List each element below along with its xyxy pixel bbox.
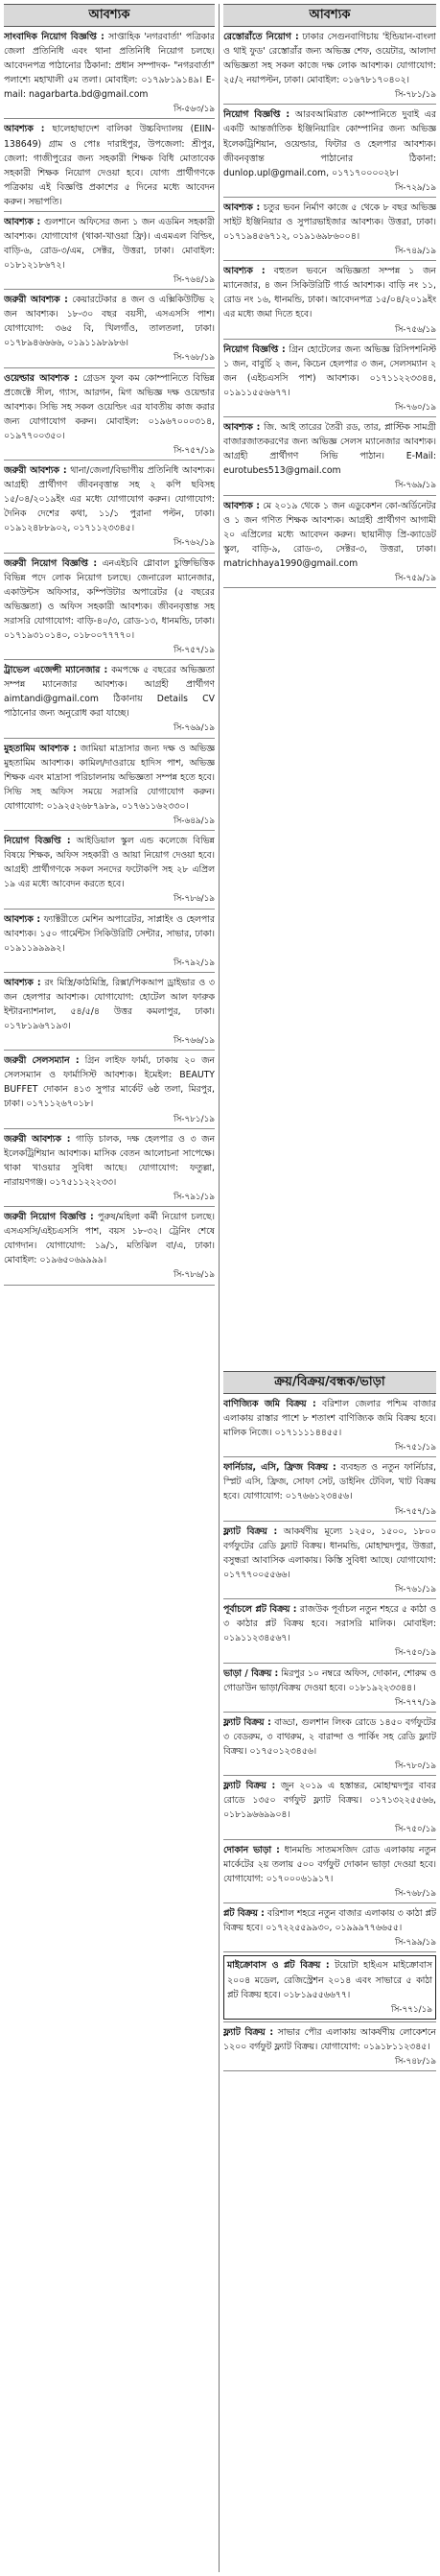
classified-ad bbox=[4, 463, 215, 550]
ad-keyword: আবশ্যক : bbox=[223, 201, 261, 213]
ad-body: গ্রেডস ফুল কম কোম্পানিতে বিভিন্ন প্রজেক্টে সীল, গ্যাস, আরগন, মিগ অভিজ্ঞ দক্ষ ওয়েল্ডার আবশ্যক। সিভি সহ সকল ওয়েল্ডিং এর যাবতীয় কাজ করার জন্য যোগাযোগ করুন। মোবাইল: ০১৯৬৭০০০৩১৪, ০১৯৭৭০০৩৫০। bbox=[4, 372, 215, 441]
ad-keyword: রেস্তোরাঁতে নিয়োগ : bbox=[223, 32, 299, 42]
classified-ad bbox=[223, 1906, 436, 1950]
classified-ad bbox=[4, 976, 215, 1048]
ad-keyword: নিয়োগ বিজ্ঞপ্তি : bbox=[4, 836, 71, 847]
ad-reference: সি-৬৪৯/১৯ bbox=[173, 815, 215, 826]
ad-keyword: পূর্বাচলে প্লট বিক্রয় : bbox=[223, 1604, 297, 1616]
classified-ad bbox=[4, 215, 215, 287]
ad-separator bbox=[4, 289, 215, 290]
ad-reference: সি-৭৫৭/১৯ bbox=[173, 645, 215, 655]
ad-separator bbox=[4, 211, 215, 212]
ad-body: কেয়ারটেকার ৪ জন ও এক্সিকিউটিভ ২ জন আবশ্যক। ১৮-৩০ বছর বয়সী, এসএসসি পাশ। যোগাযোগ: ৩৬৫ বি, খিলগাঁও, তালতলা, ঢাকা। ০১৭৮৯৪৬৬৬৬, ০১৯১১৯৮৯৮৬। bbox=[4, 295, 215, 349]
ad-keyword: আবশ্যক : bbox=[4, 124, 45, 135]
classified-ad bbox=[223, 1524, 436, 1596]
classified-ad bbox=[223, 1715, 436, 1773]
ad-body: সাপ্তাহিক 'নগরবার্তা' পত্রিকার জেলা প্রতিনিধি এবং থানা প্রতিনিধি নিয়োগ চলছে। আবেদনপত্র পাঠানোর ঠিকানা: প্রধান সম্পাদক- "নগরবার্তা" পলাশ্যে মহাখালী ৫ম তলা। মোবাইল: ০১৭৯৮১৯১৪৯। E-mail: nagarbarta.bd@gmail.com bbox=[4, 32, 215, 101]
classified-ad bbox=[4, 742, 215, 828]
ad-reference: সি-৭৫০/১৯ bbox=[394, 1648, 436, 1659]
ad-separator bbox=[223, 587, 436, 588]
ad-separator bbox=[4, 1206, 215, 1207]
ad-reference: সি-৫৬৩/১৯ bbox=[173, 105, 215, 115]
column-divider bbox=[219, 4, 220, 2572]
ad-body: গাড়ি চালক, দক্ষ হেলপার ও ৩ জন ইলেকট্রিশিয়ান আবশ্যক। মাসিক বেতন আলোচনা সাপেক্ষে। থাকা খাওয়ার সুবিধা আছে। যোগাযোগ: ফতুল্লা, নারায়ণগঞ্জ। ০১৭৫১১২২২৩৩। bbox=[4, 1133, 215, 1188]
classified-ad bbox=[223, 499, 436, 585]
ad-keyword: জরুরী নিয়োগ বিজ্ঞপ্তি : bbox=[4, 557, 98, 569]
ad-separator bbox=[4, 659, 215, 660]
ad-reference: সি-৭৯৯/১৯ bbox=[394, 1938, 436, 1949]
ad-body: আরবআমিরাত কোম্পানিতে দুবাই এর একটি আন্তর্জাতিক ইঞ্জিনিয়ারিং কোম্পানির জন্য অভিজ্ঞ ইলেকট্রিশিয়ান, ওয়েল্ডার, ফিটার ও হেলপার আবশ্যক। জীবনবৃত্তান্ত পাঠানোর ঠিকানা: dunlop.upl@gmail.com, ০১৭১৭০০০০২৮। bbox=[223, 109, 436, 178]
ad-reference: সি-৭৮১/১৯ bbox=[173, 1114, 215, 1124]
ad-body: মিরপুর ১০ নম্বরে অফিস, দোকান, শোরুম ও গোডাউন ভাড়া/বিক্রয় দেওয়া হবে। ০১৮১৯২২৩৩৪৪। bbox=[223, 1667, 436, 1693]
classified-ad bbox=[223, 1779, 436, 1836]
ad-body: কমপক্ষে ৫ বছরের অভিজ্ঞতা সম্পন্ন ম্যানেজার আবশ্যক। আগ্রহী প্রার্থীগণ aimtandi@gmail.com ঠিকানায় Details CV পাঠানোর জন্য অনুরোধ করা যাচ্ছে। bbox=[4, 665, 215, 720]
ad-body: ধানমন্ডি সাতমসজিদ রোড এলাকায় নতুন মার্কেটের ২য় তলায় ৫০০ বর্গফুট দোকান ভাড়া দেওয়া হবে। যোগাযোগ: ০১৭০০০৬১৯১৭। bbox=[223, 1844, 436, 1884]
classified-ad bbox=[223, 1955, 436, 2019]
ad-separator bbox=[223, 1712, 436, 1713]
ad-separator bbox=[223, 495, 436, 496]
ad-body: জি. আই তারের তৈরী রড, তার, প্লাস্টিক সামগ্রী বাজারজাতকরণের জন্য অভিজ্ঞ সেলস ম্যানেজার আবশ্যক। আগ্রহী প্রার্থীগণ সিভি পাঠান। E-Mail: eurotubes513@gmail.com bbox=[223, 422, 436, 477]
ad-separator bbox=[4, 972, 215, 973]
ad-reference: সি-৭৪৮/১৯ bbox=[394, 2056, 436, 2067]
classified-ad bbox=[4, 122, 215, 208]
left-section-header: আবশ্যক bbox=[4, 4, 215, 27]
classified-ad bbox=[4, 1053, 215, 1125]
ad-body: থানা/জেলা/বিভাগীয় প্রতিনিধি আবশ্যক। আগ্রহী প্রার্থীগণ জীবনবৃত্তান্ত সহ ২ কপি ছবিসহ ১৫/০৪/২০১৯ইং এর মধ্যে যোগাযোগ করুন। যোগাযোগ: দৈনিক দেশের কথা, ১১/১ পুরানা পল্টন, ঢাকা। ০১৯১২৪৮৮৯০২, ০১৭১১২৩৩৪৫। bbox=[4, 465, 215, 534]
ad-body: ব্যবহৃত ও নতুন ফার্নিচার, স্প্লিট এসি, ফ্রিজ, সোফা সেট, ডাইনিং টেবিল, খাট বিক্রয় হবে। যোগাযোগ: ০১৭৬৬১২৩৪৫৬। bbox=[223, 1462, 436, 1502]
ad-body: ফ্যাক্টরীতে মেশিন অপারেটর, সাপ্লাইং ও হেলপার আবশ্যক। ১৫০ গার্মেন্টস সিকিউরিটি সেন্টার, সাভার, ঢাকা। ০১৯১১৯৯৯৯২। bbox=[4, 913, 215, 954]
ad-reference: সি-৭৬৬/১৯ bbox=[173, 1036, 215, 1047]
ad-separator bbox=[4, 738, 215, 739]
ad-separator bbox=[223, 1456, 436, 1457]
ad-keyword: আবশ্যক : bbox=[223, 422, 261, 434]
classified-ad bbox=[223, 1666, 436, 1710]
ad-reference: সি-৭৯১/১৯ bbox=[173, 1192, 215, 1202]
right-top-ads-list bbox=[223, 30, 436, 588]
ad-separator bbox=[4, 1285, 215, 1286]
ad-body: জুন ২০১৯ এ হস্তান্তর, মোহাম্মদপুর বাবর রোডে ১৩৫০ বর্গফুট ফ্ল্যাট বিক্রয়। ০১৭১৩২২৫৫৬৬, ০১৮১৯৬৬৯৯০৪। bbox=[223, 1781, 436, 1821]
ad-reference: সি-৭৬৮/১৯ bbox=[173, 353, 215, 364]
ad-separator bbox=[4, 830, 215, 831]
left-ads-list bbox=[4, 30, 215, 1286]
ad-keyword: ভাড়া / বিক্রয় : bbox=[223, 1667, 279, 1679]
ad-keyword: জরুরী আবশ্যক : bbox=[4, 465, 67, 477]
ad-reference: সি-৭৯২/১৯ bbox=[173, 957, 215, 968]
ad-separator bbox=[4, 1050, 215, 1051]
classified-ad bbox=[4, 663, 215, 735]
ad-separator bbox=[223, 1663, 436, 1664]
ad-body: রাজউক পূর্বাচল নতুন শহরে ৫ কাঠা ও ৩ কাঠার প্লট বিক্রয় হবে। সরাসরি মালিক। মোবাইল: ০১৯১১২৩৪৫৬৭। bbox=[223, 1604, 436, 1644]
ad-reference: সি-৭৬০/১৯ bbox=[394, 402, 436, 413]
ad-body: মে ২০১৯ থেকে ১ জন এডুকেশন কো-অর্ডিনেটর ও ১ জন গণিত শিক্ষক আবশ্যক। আগ্রহী প্রার্থীগণ আগামী ২০ এপ্রিলের মধ্যে আবেদন করুন। ছায়ানীড় প্রি-ক্যাডেট স্কুল, বাড়ি-৯, রোড-৩, সেক্টর-৩, উত্তরা, ঢাকা। matrichhaya1990@gmail.com bbox=[223, 500, 436, 569]
ad-keyword: নিয়োগ বিজ্ঞপ্তি : bbox=[223, 109, 290, 121]
ad-body: বাড্ডা, গুলশান লিংক রোডে ১৪৫০ বর্গফুটের ৩ বেডরুম, ৩ বাথরুম, ২ বারান্দা ও পার্কিং সহ রেডি ফ্ল্যাট বিক্রয়। ০১৭৫০১২৩৪৫৬। bbox=[223, 1716, 436, 1758]
classified-ad bbox=[4, 371, 215, 458]
ad-separator bbox=[223, 104, 436, 105]
classified-ad bbox=[223, 1602, 436, 1660]
ad-body: পুরুষ/মহিলা কর্মী নিয়োগ চলছে। এসএসসি/এইচএসসি পাশ, বয়স ১৮-৩২। ট্রেনিং শেষে যোগদান। যোগাযোগ: ১৯/১, মতিঝিল বা/এ, ঢাকা। মোবাইল: ০১৯৬৫০৬৯৯৯৯। bbox=[4, 1212, 215, 1266]
ad-keyword: নিয়োগ বিজ্ঞপ্তি : bbox=[223, 343, 286, 355]
ad-keyword: ফ্ল্যাট বিক্রয় : bbox=[223, 1716, 271, 1728]
classified-ad bbox=[4, 1210, 215, 1282]
ad-body: এনএইচবি গ্লোবাল চুক্তিভিত্তিক বিভিন্ন পদে লোক নিয়োগ চলছে। জেনারেল ম্যানেজার, একাউন্টস অফিসার, কম্পিউটার অপারেটর (৫ বছরের অভিজ্ঞতা) ও অফিস সহকারী আবশ্যক। জীবনবৃত্তান্ত সহ সরাসরি যোগাযোগ: বাড়ি-৪০/৩, রোড-১৩, ধানমন্ডি, ঢাকা। ০১৭১৯৩১০১৪০, ০১৮০০৭৭৭৭০। bbox=[4, 557, 215, 641]
classified-ad bbox=[4, 556, 215, 658]
ad-reference: সি-৭৫৭/১৯ bbox=[173, 445, 215, 456]
ad-keyword: জরুরী আবশ্যক : bbox=[4, 295, 68, 306]
ad-reference: সি-৭৮৬/১৯ bbox=[173, 894, 215, 905]
ad-keyword: ফার্নিচার, এসি, ফ্রিজ বিক্রয় : bbox=[223, 1462, 336, 1474]
ad-body: রং মিস্ত্রি/কাঠমিস্ত্রি, রিক্সা/পিকআপ ড্রাইভার ও ৩ জন হেলপার আবশ্যক। যোগাযোগ: হোটেল আল ফারুক ইন্টারন্যাশনাল, ৫৪/৫/৪ উত্তর কমলাপুর, ঢাকা। ০১৭৮১৯৬৭১৯৩। bbox=[4, 977, 215, 1032]
ad-separator bbox=[4, 553, 215, 554]
ad-reference: সি-৭৬২/১৯ bbox=[173, 538, 215, 549]
ad-reference: সি-৭৬৪/১৯ bbox=[173, 274, 215, 285]
ad-keyword: বাণিজ্যিক জমি বিক্রয় : bbox=[223, 1399, 316, 1409]
ad-reference: সি-৭৬৯/১৯ bbox=[173, 723, 215, 734]
ad-separator bbox=[223, 2021, 436, 2022]
classified-ad bbox=[223, 343, 436, 414]
ad-body: বরিশাল জেলার পশ্চিম বাজার এলাকায় রাস্তার পাশে ৮ শতাংশ বাণিজ্যিক জমি বিক্রয় হবে। মালিক নিজে। ০১৭১১১১৪৪৫৫। bbox=[223, 1399, 436, 1439]
ad-separator bbox=[223, 1902, 436, 1903]
ad-reference: সি-৭৫০/১৯ bbox=[394, 1825, 436, 1835]
ad-body: বরিশাল শহরে নতুন বাজার এলাকায় ৩ কাঠা প্লট বিক্রয় হবে। ০১৭২২৫৫৯৯৩০, ০১৯৯৯৭৭৬৬৫৫। bbox=[223, 1908, 436, 1934]
ad-separator bbox=[4, 367, 215, 368]
right-section-header-bottom: ক্রয়/বিক্রয়/বন্ধক/ভাড়া bbox=[223, 1371, 436, 1394]
ad-reference: সি-৭৬১/১৯ bbox=[394, 1584, 436, 1595]
ad-body: ছালেহাছাদেশ বালিকা উচ্চবিদ্যালয় (EIIN-138649) গ্রাম ও পোঃ দারাইপুর, উপজেলা: শ্রীপুর, জেলা: গাজীপুরের জন্য সহকারী শিক্ষক বিধি মোতাবেক সহকারী শিক্ষক নিয়োগ দেওয়া হবে। যোগ্য প্রার্থীগণকে পত্রিকায় এই বিজ্ঞপ্তি প্রকাশের ৫ দিনের মধ্যে আবেদন করুন। সভাপতি। bbox=[4, 124, 215, 207]
ad-reference: সি-৭৫১/১৯ bbox=[394, 1443, 436, 1453]
ad-reference: সি-৭৮০/১৯ bbox=[394, 1761, 436, 1772]
ad-body: ঢাকার সেগুনবাগিচায় 'ইন্ডিয়ান-বাংলা ও থাই ফুড' রেস্তোরাঁর জন্য অভিজ্ঞ শেফ, ওয়েটার, আলাদা অভিজ্ঞতা সহ সকল কাজে দক্ষ লোক আবশ্যক। যোগাযোগ: ২৫/২ নয়াপল্টন, ঢাকা। মোবাইল: ০১৬৭৮১৭০৪০২। bbox=[223, 32, 436, 86]
ad-reference: সি-৭৪৯/১৯ bbox=[394, 247, 436, 257]
ad-separator bbox=[4, 460, 215, 461]
ad-body: আকর্ষণীয় মূল্যে ১২৫০, ১৫০০, ১৮০০ বর্গফুটের রেডি ফ্ল্যাট বিক্রয়। ধানমন্ডি, মোহাম্মদপুর, উত্তরা, বসুন্ধরা আবাসিক এলাকায়। কিস্তি সুবিধা আছে। যোগাযোগ: ০১৭৭৭০০৫৫৬৬। bbox=[223, 1525, 436, 1580]
right-bottom-ads-list bbox=[223, 1397, 436, 2071]
ad-keyword: আবশ্যক : bbox=[223, 266, 266, 277]
ad-reference: সি-৭৫৬/১৯ bbox=[394, 324, 436, 335]
ad-body: আইডিয়াল স্কুল এন্ড কলেজে বিভিন্ন বিষয়ে শিক্ষক, অফিস সহকারী ও আয়া নিয়োগ দেওয়া হবে। আগ্রহী প্রার্থীগণকে সকল সনদের ফটোকপি সহ ২৮ এপ্রিল ১৯ এর মধ্যে আবেদন করতে হবে। bbox=[4, 836, 215, 890]
ad-separator bbox=[223, 1598, 436, 1599]
ad-keyword: প্লট বিক্রয় : bbox=[223, 1908, 265, 1920]
classified-ad bbox=[223, 107, 436, 194]
right-section-header-top: আবশ্যক bbox=[223, 4, 436, 27]
ad-body: টয়োটা হাইএস মাইক্রোবাস ২০০৪ মডেল, রেজিস্ট্রেশন ২০১৪ এবং সাভারে ৫ কাঠা প্লট বিক্রয় হবে। ০১৮১৯৫৫৬৬৭৭। bbox=[227, 1960, 432, 2000]
ad-body: গুলশানে অফিসের জন্য ১ জন এডমিন সহকারী আবশ্যক। যোগাযোগ (থাকা-খাওয়া ফ্রি)। এএমএল বিল্ডিং, বাড়ি-৬, রোড-৩/এম, সেক্টর, উত্তরা, ঢাকা। মোবাইল: ০১৮১২১৮৬৭২। bbox=[4, 216, 215, 271]
ad-keyword: আবশ্যক : bbox=[4, 977, 41, 988]
classified-ad bbox=[223, 1460, 436, 1518]
ad-body: সাভার পৌর এলাকায় আকর্ষণীয় লোকেশনে ১২০০ বর্গফুট ফ্ল্যাট বিক্রয়। যোগাযোগ: ০১৯১৮১১২৩৪৫। bbox=[223, 2026, 436, 2052]
ad-keyword: জরুরী সেলসম্যান : bbox=[4, 1055, 80, 1067]
ad-keyword: সাংবাদিক নিয়োগ বিজ্ঞপ্তি : bbox=[4, 32, 104, 42]
classified-ad bbox=[223, 201, 436, 258]
ad-separator bbox=[223, 260, 436, 261]
ad-separator bbox=[223, 1521, 436, 1522]
ad-separator bbox=[4, 1128, 215, 1129]
ad-separator bbox=[223, 1951, 436, 1952]
ad-separator bbox=[4, 909, 215, 910]
classified-ad bbox=[4, 834, 215, 906]
classified-ad bbox=[4, 1132, 215, 1204]
ad-keyword: আবশ্যক : bbox=[223, 500, 260, 511]
ad-keyword: ওয়েল্ডার আবশ্যক : bbox=[4, 372, 79, 384]
classified-ad bbox=[4, 293, 215, 365]
classified-ad bbox=[223, 420, 436, 492]
right-lower-section bbox=[223, 1371, 436, 2074]
ad-keyword: ফ্ল্যাট বিক্রয় : bbox=[223, 2026, 274, 2038]
ad-reference: সি-৭৮৬/১৯ bbox=[173, 1270, 215, 1281]
ad-reference: সি-৭৬৮/১৯ bbox=[394, 1888, 436, 1899]
classified-ad bbox=[4, 30, 215, 116]
ad-keyword: আবশ্যক : bbox=[4, 216, 41, 227]
ad-keyword: মুহতামিম আবশ্যক : bbox=[4, 743, 77, 754]
ad-reference: সি-৭৭১/১৯ bbox=[390, 2004, 432, 2015]
ad-keyword: জরুরী আবশ্যক : bbox=[4, 1133, 71, 1145]
ad-reference: সি-৭৬৯/১৯ bbox=[394, 481, 436, 491]
ad-keyword: ফ্ল্যাট বিক্রয় : bbox=[223, 1781, 276, 1792]
ad-body: বহুতল ভবনে অভিজ্ঞতা সম্পন্ন ১ জন ম্যানেজার, ৪ জন সিকিউরিটি গার্ড আবশ্যক। বাড়ি নং ১১, রোড নং ১৬, ধানমন্ডি, ঢাকা। আবেদনপত্র ১৫/০৪/২০১৯ইং এর মধ্যে জমা দিতে হবে। bbox=[223, 266, 436, 320]
ad-reference: সি-৭৫৯/১৯ bbox=[394, 573, 436, 583]
ad-body: চতুর ভবন নির্মাণ কাজে ৫ থেকে ৮ বছর অভিজ্ঞ সাইট ইঞ্জিনিয়ার ও সুপারভাইজার আবশ্যক। উত্তরা, ঢাকা। ০১৭১৯৪৫৬৭১২, ০১৯১৬৯৮৬০০৪। bbox=[223, 201, 436, 243]
right-column bbox=[223, 4, 436, 2576]
classified-ad bbox=[4, 912, 215, 970]
ad-reference: সি-৭৫৭/১৯ bbox=[394, 1506, 436, 1517]
ad-reference: সি-৭৭৭/১৯ bbox=[394, 1697, 436, 1708]
classified-ad bbox=[223, 2025, 436, 2068]
ad-reference: সি-৭৮১/১৯ bbox=[394, 90, 436, 101]
ad-keyword: আবশ্যক : bbox=[4, 913, 41, 925]
ad-separator bbox=[223, 1775, 436, 1776]
ad-keyword: জরুরী নিয়োগ বিজ্ঞপ্তি : bbox=[4, 1212, 94, 1223]
ad-separator bbox=[223, 1839, 436, 1840]
ad-separator bbox=[223, 339, 436, 340]
ad-body: জামিয়া মাদ্রাসার জন্য দক্ষ ও অভিজ্ঞ মুহতামিম আবশ্যক। কামিল/দাওরায়ে হাদিস পাশ, অভিজ্ঞ শিক্ষক এবং মাদ্রাসা পরিচালনায় অভিজ্ঞতা সম্পন্ন হতে হবে। সিভি সহ অফিস সময়ে সরাসরি যোগাযোগ করুন। যোগাযোগ: ০১৯২৫২৬৮৭৯৮৯, ০১৭৬১১৬২৩৩০। bbox=[4, 743, 215, 812]
ad-keyword: মাইক্রোবাস ও প্লট বিক্রয় : bbox=[227, 1960, 330, 1972]
ad-reference: সি-৭২৯/১৯ bbox=[394, 182, 436, 193]
ad-keyword: দোকান ভাড়া : bbox=[223, 1844, 280, 1855]
left-column bbox=[4, 4, 215, 1288]
ad-body: গ্রিন লাইফ ফার্মা, ঢাকায় ২০ জন সেলসম্যান ও ফার্মাসিস্ট আবশ্যক। ইমেইল: BEAUTY BUFFET দোকান ৪১৩ সুপার মার্কেট ৬ষ্ঠ তলা, মিরপুর, ঢাকা। ০১৭১১২৬৭০১৮। bbox=[4, 1055, 215, 1110]
classified-ad bbox=[223, 1843, 436, 1901]
ad-keyword: ফ্ল্যাট বিক্রয় : bbox=[223, 1525, 278, 1537]
ad-separator bbox=[223, 2070, 436, 2071]
classified-ad bbox=[223, 1397, 436, 1454]
ad-separator bbox=[4, 118, 215, 119]
ad-body: গ্রিন হোটেলের জন্য অভিজ্ঞ রিসিপশনিস্ট ১ জন, বাবুর্চি ২ জন, কিচেন হেলপার ৩ জন, সেলসম্যান ২ জন (এইচএসসি পাশ) আবশ্যক। ০১৭১১২২৩৩৪৪, ০১৯১১৫৫৬৬৭৭। bbox=[223, 343, 436, 398]
ad-separator bbox=[223, 416, 436, 417]
classified-ad bbox=[223, 30, 436, 102]
ad-keyword: ট্রাভেল এজেন্সী ম্যানেজার : bbox=[4, 665, 108, 676]
ad-separator bbox=[223, 197, 436, 198]
classified-ad bbox=[223, 264, 436, 336]
